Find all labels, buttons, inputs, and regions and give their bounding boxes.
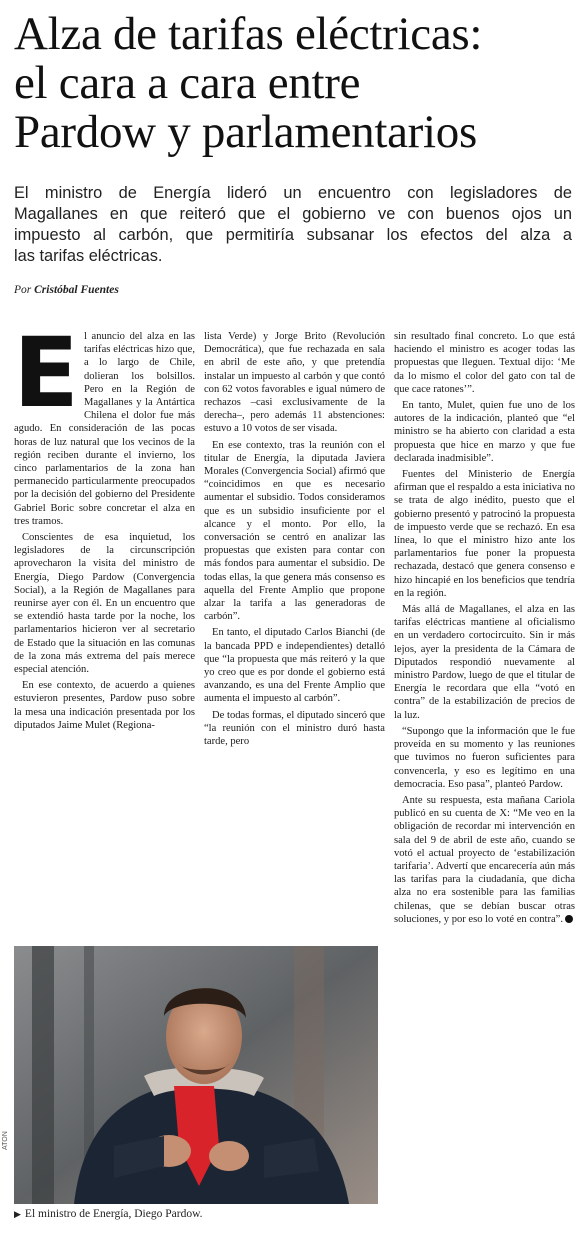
paragraph: En ese contexto, de acuerdo a quienes estuvieron presentes, Pardow puso sobre la mesa una indicación presentada por los diputados Jaime Mulet (Regiona- bbox=[14, 680, 195, 731]
article-column-2 bbox=[204, 330, 385, 751]
dropcap bbox=[13, 317, 79, 429]
headline-line-3: Pardow y parlamentarios bbox=[14, 106, 477, 158]
headline bbox=[14, 10, 574, 157]
deck-line-4: las tarifas eléctricas. bbox=[14, 247, 163, 265]
paragraph: Fuentes del Ministerio de Energía afirman que el respaldo a esta iniciativa no se trata de algo inédito, puesto que el gobierno presentó y patrocinó la propuesta de impuesto verde que se rechazó. En esa línea, lo que el ministro hizo ante los parlamentarios fue poner la propuesta rechazada, destacó que genera consenso e hizo hincapié en los beneficios que tendría en la región. bbox=[394, 469, 575, 599]
headline-line-2: el cara a cara entre bbox=[14, 57, 361, 109]
caption-text: El ministro de Energía, Diego Pardow. bbox=[24, 1208, 203, 1220]
article-column-1 bbox=[13, 317, 195, 735]
end-mark-icon bbox=[565, 915, 573, 923]
deck-line-2: Magallanes en que reiteró que el gobierno ve con buenos ojos un bbox=[14, 205, 572, 223]
paragraph: De todas formas, el diputado sinceró que “la reunión con el ministro duró hasta tarde, pero bbox=[204, 709, 385, 748]
paragraph: sin resultado final concreto. Lo que está haciendo el ministro es acoger todas las propuestas que lleguen. Textual dijo: ‘Me da lo mismo el color del gato con tal de que cace ratones’”. bbox=[394, 331, 575, 395]
byline bbox=[14, 284, 119, 296]
deck-line-3: impuesto al carbón, que permitiría subsanar los efectos del alza a bbox=[14, 226, 572, 244]
paragraph bbox=[394, 794, 575, 926]
headline-line-1: Alza de tarifas eléctricas: bbox=[14, 8, 483, 60]
paragraph: Conscientes de esa inquietud, los legisladores de la circunscripción aprovecharon la visita del ministro de Energía, Diego Pardow (Convergencia Social), a la Región de Magallanes para reunirse ayer con él. En un encuentro que se extendió hasta tarde por la noche, los parlamentarios hicieron ver al secretario de Estado que la situación en las comunas de la zona más extrema del país merece especial atención. bbox=[14, 532, 195, 676]
paragraph: l anuncio del alza en las tarifas eléctricas hizo que, a lo largo de Chile, dolieran los bolsillos. Pero en la Región de Magallanes y la Antártica Chilena el dolor fue más agudo. En consideración de las pocas horas de luz natural que los vecinos de la región reciben durante el invierno, los cinco parlamentarios de la zona han permanecido particularmente preocupados por la decisión del gobierno del Presidente Gabriel Boric sobre concretar el alza en tres tramos. bbox=[14, 331, 195, 527]
deck-subheadline bbox=[14, 183, 572, 267]
paragraph: “Supongo que la información que le fue proveída en su momento y las reuniones que tuvimos no fueron suficientes para convencerla, y eso es legítimo en una democracia. Eso pasa”, planteó Pardow. bbox=[394, 725, 575, 790]
article-column-3 bbox=[394, 330, 575, 929]
paragraph: En tanto, el diputado Carlos Bianchi (de la bancada PPD e independientes) detalló que “la propuesta que más reiteró y la que yo creo que es por donde el gobierno está avanzando, es una del Frente Amplio que aumenta el impuesto al carbón”. bbox=[204, 627, 385, 705]
photo-credit: ATON bbox=[2, 1131, 9, 1150]
byline-prefix: Por bbox=[14, 284, 32, 296]
byline-author: Cristóbal Fuentes bbox=[34, 284, 119, 296]
photo-caption bbox=[14, 1208, 378, 1220]
paragraph: En tanto, Mulet, quien fue uno de los autores de la indicación, planteó que “el ministro se ha abierto con claridad a esta propuesta que hice en marzo y que fue declarada inadmisible”. bbox=[394, 400, 575, 464]
caption-arrow-icon: ▶ bbox=[14, 1209, 21, 1219]
photo-diego-pardow bbox=[14, 946, 378, 1204]
deck-line-1: El ministro de Energía lideró un encuentro con legisladores de bbox=[14, 184, 572, 202]
paragraph: En ese contexto, tras la reunión con el titular de Energía, la diputada Javiera Morales (Convergencia Social) afirmó que “coincidimos en que es necesario aumentar el subsidio. Todos consideramos que es un subsidio insuficiente por el alcance y el monto. Por ello, la conversación se centró en analizar las propuestas que existen para contar con más fondos para aumentar el subsidio. De todas ellas, la que genera más consenso es aquella del Frente Amplio que propone alzar la tarifa a las generadoras de carbón”. bbox=[204, 439, 385, 623]
dropcap-letter: E bbox=[13, 317, 79, 429]
paragraph: lista Verde) y Jorge Brito (Revolución Democrática), que fue rechazada en sala en abril de este año, y que pretendía instalar un impuesto al carbón y que contó con 62 votos favorables e igual número de rechazos –casi exclusivamente de la derecha–, pero además 11 abstenciones: estuvo a 10 votos de ser visada. bbox=[204, 331, 385, 435]
paragraph: Más allá de Magallanes, el alza en las tarifas eléctricas mantiene al oficialismo en un verdadero cortocircuito. Sin ir más lejos, ayer la presidenta de la Cámara de Diputados respondió nuevamente al ministro Pardow, luego de que el titular de Energía le recordara que ella “votó en contra” de la estabilización de precios de la luz. bbox=[394, 604, 575, 721]
paragraph-text: Ante su respuesta, esta mañana Cariola publicó en su cuenta de X: “Me veo en la obligación de recordar mi intervención en sala del 9 de abril de este año, cuando se votó el actual proyecto de ‘estabilización tarifaria’. Advertí que encarecería aún más las tarifas para la ciudadanía, que dicha alza no era sostenible para las familias chilenas, que se debían buscar otras soluciones, y por eso lo voté en contra”. bbox=[394, 794, 575, 925]
